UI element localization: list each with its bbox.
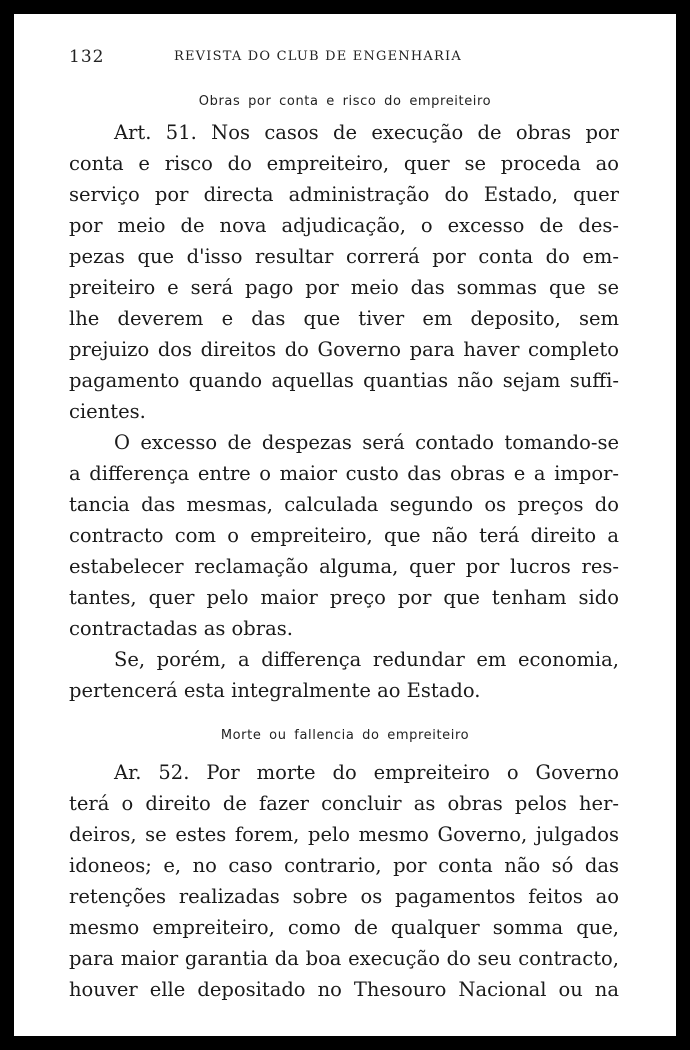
text-line: retenções realizadas sobre os pagamentos feitos ao bbox=[69, 885, 619, 908]
text-line: serviço por directa administração do Estado, quer bbox=[69, 183, 619, 206]
text-line: terá o direito de fazer concluir as obras pelos her- bbox=[69, 792, 619, 815]
text-line: Ar. 52. Por morte do empreiteiro o Governo bbox=[114, 761, 619, 784]
page-number: 132 bbox=[69, 47, 105, 67]
text-line: O excesso de despezas será contado tomando-se bbox=[114, 431, 619, 454]
document-page bbox=[14, 14, 676, 1036]
text-line: tantes, quer pelo maior preço por que tenham sido bbox=[69, 586, 619, 609]
text-line: lhe deverem e das que tiver em deposito, sem bbox=[69, 307, 619, 330]
running-title: REVISTA DO CLUB DE ENGENHARIA bbox=[174, 49, 462, 64]
text-line: prejuizo dos direitos do Governo para haver completo bbox=[69, 338, 619, 361]
text-line: idoneos; e, no caso contrario, por conta não só das bbox=[69, 854, 619, 877]
text-line: por meio de nova adjudicação, o excesso de des- bbox=[69, 214, 619, 237]
text-line: conta e risco do empreiteiro, quer se proceda ao bbox=[69, 152, 619, 175]
text-line: contractadas as obras. bbox=[69, 617, 293, 640]
text-line: estabelecer reclamação alguma, quer por lucros res- bbox=[69, 555, 619, 578]
text-line: tancia das mesmas, calculada segundo os preços do bbox=[69, 493, 619, 516]
text-line: para maior garantia da boa execução do seu contracto, bbox=[69, 947, 619, 970]
text-line: contracto com o empreiteiro, que não terá direito a bbox=[69, 524, 619, 547]
text-line: deiros, se estes forem, pelo mesmo Governo, julgados bbox=[69, 823, 619, 846]
section-heading-obras: Obras por conta e risco do empreiteiro bbox=[198, 94, 492, 109]
text-line: cientes. bbox=[69, 400, 146, 423]
section-body-art52 bbox=[69, 757, 619, 1005]
text-line: Se, porém, a differença redundar em economia, bbox=[114, 648, 619, 671]
section-body-art51 bbox=[69, 117, 619, 706]
section-heading-morte: Morte ou fallencia do empreiteiro bbox=[220, 728, 470, 743]
text-line: a differença entre o maior custo das obras e a impor- bbox=[69, 462, 619, 485]
text-line: mesmo empreiteiro, como de qualquer somma que, bbox=[69, 916, 619, 939]
text-line: pertencerá esta integralmente ao Estado. bbox=[69, 679, 481, 702]
text-line: Art. 51. Nos casos de execução de obras por bbox=[114, 121, 619, 144]
page-header bbox=[14, 47, 676, 71]
text-line: pezas que d'isso resultar correrá por conta do em- bbox=[69, 245, 619, 268]
text-line: preiteiro e será pago por meio das sommas que se bbox=[69, 276, 619, 299]
text-line: houver elle depositado no Thesouro Nacional ou na bbox=[69, 978, 619, 1001]
text-line: pagamento quando aquellas quantias não sejam suffi- bbox=[69, 369, 619, 392]
